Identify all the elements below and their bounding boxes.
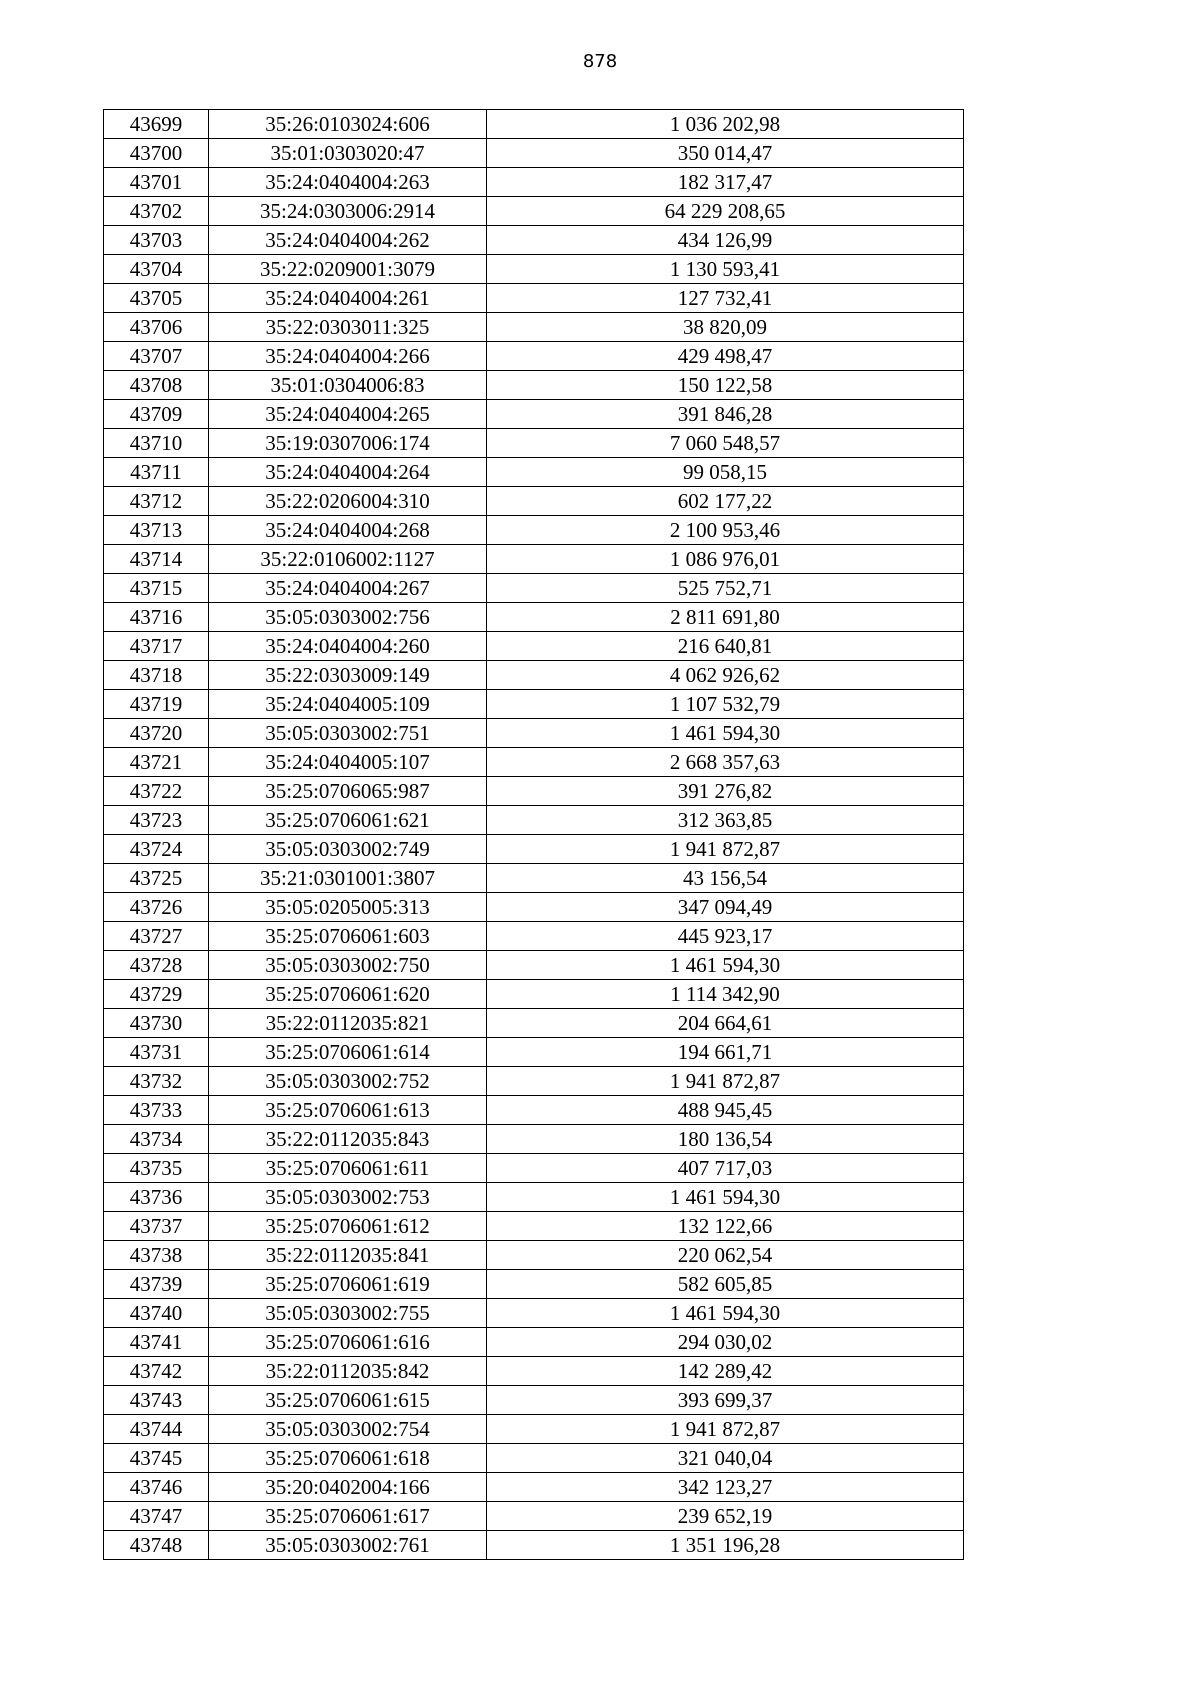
table-row: [104, 1473, 964, 1502]
table-row: [104, 1212, 964, 1241]
value-cell: 1 461 594,30: [487, 951, 964, 980]
row-number-cell: 43714: [104, 545, 209, 574]
row-number-cell: 43733: [104, 1096, 209, 1125]
row-number-cell: 43701: [104, 168, 209, 197]
value-cell: 1 941 872,87: [487, 1067, 964, 1096]
value-cell: 99 058,15: [487, 458, 964, 487]
row-number-cell: 43725: [104, 864, 209, 893]
value-cell: 64 229 208,65: [487, 197, 964, 226]
table-row: [104, 632, 964, 661]
value-cell: 434 126,99: [487, 226, 964, 255]
cadastral-number-cell: 35:24:0404004:268: [209, 516, 487, 545]
value-cell: 150 122,58: [487, 371, 964, 400]
table-row: [104, 1125, 964, 1154]
cadastral-number-cell: 35:22:0303009:149: [209, 661, 487, 690]
row-number-cell: 43724: [104, 835, 209, 864]
value-cell: 180 136,54: [487, 1125, 964, 1154]
value-cell: 2 100 953,46: [487, 516, 964, 545]
cadastral-number-cell: 35:22:0209001:3079: [209, 255, 487, 284]
cadastral-number-cell: 35:05:0303002:753: [209, 1183, 487, 1212]
cadastral-number-cell: 35:05:0303002:755: [209, 1299, 487, 1328]
row-number-cell: 43731: [104, 1038, 209, 1067]
table-row: [104, 139, 964, 168]
cadastral-number-cell: 35:24:0303006:2914: [209, 197, 487, 226]
value-cell: 1 107 532,79: [487, 690, 964, 719]
value-cell: 393 699,37: [487, 1386, 964, 1415]
row-number-cell: 43713: [104, 516, 209, 545]
value-cell: 1 941 872,87: [487, 835, 964, 864]
table-row: [104, 429, 964, 458]
row-number-cell: 43745: [104, 1444, 209, 1473]
value-cell: 7 060 548,57: [487, 429, 964, 458]
row-number-cell: 43737: [104, 1212, 209, 1241]
row-number-cell: 43739: [104, 1270, 209, 1299]
value-cell: 182 317,47: [487, 168, 964, 197]
table-row: [104, 864, 964, 893]
table-row: [104, 806, 964, 835]
row-number-cell: 43723: [104, 806, 209, 835]
table-row: [104, 1502, 964, 1531]
table-row: [104, 1415, 964, 1444]
cadastral-number-cell: 35:22:0112035:842: [209, 1357, 487, 1386]
table-row: [104, 1009, 964, 1038]
table-row: [104, 980, 964, 1009]
value-cell: 239 652,19: [487, 1502, 964, 1531]
table-row: [104, 110, 964, 139]
row-number-cell: 43729: [104, 980, 209, 1009]
value-cell: 142 289,42: [487, 1357, 964, 1386]
row-number-cell: 43717: [104, 632, 209, 661]
row-number-cell: 43716: [104, 603, 209, 632]
table-row: [104, 893, 964, 922]
table-row: [104, 1386, 964, 1415]
cadastral-number-cell: 35:25:0706065:987: [209, 777, 487, 806]
cadastral-number-cell: 35:01:0304006:83: [209, 371, 487, 400]
cadastral-number-cell: 35:25:0706061:619: [209, 1270, 487, 1299]
row-number-cell: 43742: [104, 1357, 209, 1386]
row-number-cell: 43715: [104, 574, 209, 603]
table-row: [104, 458, 964, 487]
cadastral-number-cell: 35:05:0303002:754: [209, 1415, 487, 1444]
value-cell: 4 062 926,62: [487, 661, 964, 690]
table-row: [104, 400, 964, 429]
cadastral-number-cell: 35:19:0307006:174: [209, 429, 487, 458]
cadastral-number-cell: 35:05:0303002:749: [209, 835, 487, 864]
value-cell: 38 820,09: [487, 313, 964, 342]
cadastral-number-cell: 35:25:0706061:614: [209, 1038, 487, 1067]
cadastral-number-cell: 35:24:0404004:260: [209, 632, 487, 661]
table-row: [104, 922, 964, 951]
cadastral-number-cell: 35:24:0404004:265: [209, 400, 487, 429]
row-number-cell: 43748: [104, 1531, 209, 1560]
cadastral-number-cell: 35:25:0706061:616: [209, 1328, 487, 1357]
table-row: [104, 1299, 964, 1328]
data-table: [103, 109, 964, 1560]
table-row: [104, 1154, 964, 1183]
value-cell: 582 605,85: [487, 1270, 964, 1299]
table-row: [104, 284, 964, 313]
row-number-cell: 43728: [104, 951, 209, 980]
table-row: [104, 719, 964, 748]
table-row: [104, 342, 964, 371]
table-row: [104, 197, 964, 226]
row-number-cell: 43706: [104, 313, 209, 342]
value-cell: 132 122,66: [487, 1212, 964, 1241]
table-row: [104, 255, 964, 284]
value-cell: 1 086 976,01: [487, 545, 964, 574]
table-row: [104, 226, 964, 255]
cadastral-number-cell: 35:22:0112035:821: [209, 1009, 487, 1038]
value-cell: 429 498,47: [487, 342, 964, 371]
cadastral-number-cell: 35:25:0706061:611: [209, 1154, 487, 1183]
value-cell: 1 130 593,41: [487, 255, 964, 284]
cadastral-number-cell: 35:01:0303020:47: [209, 139, 487, 168]
value-cell: 204 664,61: [487, 1009, 964, 1038]
cadastral-number-cell: 35:25:0706061:613: [209, 1096, 487, 1125]
value-cell: 1 351 196,28: [487, 1531, 964, 1560]
cadastral-number-cell: 35:20:0402004:166: [209, 1473, 487, 1502]
row-number-cell: 43747: [104, 1502, 209, 1531]
table-row: [104, 1357, 964, 1386]
row-number-cell: 43705: [104, 284, 209, 313]
value-cell: 488 945,45: [487, 1096, 964, 1125]
cadastral-number-cell: 35:05:0303002:752: [209, 1067, 487, 1096]
table-row: [104, 1444, 964, 1473]
cadastral-number-cell: 35:24:0404005:107: [209, 748, 487, 777]
cadastral-number-cell: 35:22:0106002:1127: [209, 545, 487, 574]
row-number-cell: 43722: [104, 777, 209, 806]
row-number-cell: 43732: [104, 1067, 209, 1096]
table-row: [104, 748, 964, 777]
row-number-cell: 43735: [104, 1154, 209, 1183]
row-number-cell: 43743: [104, 1386, 209, 1415]
value-cell: 194 661,71: [487, 1038, 964, 1067]
row-number-cell: 43746: [104, 1473, 209, 1502]
row-number-cell: 43721: [104, 748, 209, 777]
table-row: [104, 545, 964, 574]
cadastral-number-cell: 35:22:0112035:843: [209, 1125, 487, 1154]
value-cell: 2 811 691,80: [487, 603, 964, 632]
table-row: [104, 1038, 964, 1067]
cadastral-number-cell: 35:26:0103024:606: [209, 110, 487, 139]
row-number-cell: 43741: [104, 1328, 209, 1357]
table-row: [104, 661, 964, 690]
table-row: [104, 1183, 964, 1212]
value-cell: 602 177,22: [487, 487, 964, 516]
row-number-cell: 43709: [104, 400, 209, 429]
value-cell: 321 040,04: [487, 1444, 964, 1473]
table-row: [104, 1067, 964, 1096]
row-number-cell: 43699: [104, 110, 209, 139]
cadastral-number-cell: 35:05:0303002:751: [209, 719, 487, 748]
row-number-cell: 43718: [104, 661, 209, 690]
table-row: [104, 371, 964, 400]
cadastral-number-cell: 35:05:0205005:313: [209, 893, 487, 922]
row-number-cell: 43702: [104, 197, 209, 226]
table-row: [104, 1531, 964, 1560]
row-number-cell: 43730: [104, 1009, 209, 1038]
page-number: 878: [582, 51, 618, 72]
row-number-cell: 43727: [104, 922, 209, 951]
value-cell: 1 461 594,30: [487, 1299, 964, 1328]
cadastral-number-cell: 35:25:0706061:615: [209, 1386, 487, 1415]
table-row: [104, 1270, 964, 1299]
row-number-cell: 43738: [104, 1241, 209, 1270]
value-cell: 342 123,27: [487, 1473, 964, 1502]
row-number-cell: 43710: [104, 429, 209, 458]
cadastral-number-cell: 35:24:0404004:261: [209, 284, 487, 313]
row-number-cell: 43720: [104, 719, 209, 748]
row-number-cell: 43712: [104, 487, 209, 516]
value-cell: 1 114 342,90: [487, 980, 964, 1009]
cadastral-number-cell: 35:22:0112035:841: [209, 1241, 487, 1270]
row-number-cell: 43704: [104, 255, 209, 284]
cadastral-number-cell: 35:24:0404004:263: [209, 168, 487, 197]
table-row: [104, 168, 964, 197]
value-cell: 294 030,02: [487, 1328, 964, 1357]
table-row: [104, 1328, 964, 1357]
row-number-cell: 43719: [104, 690, 209, 719]
value-cell: 445 923,17: [487, 922, 964, 951]
value-cell: 347 094,49: [487, 893, 964, 922]
cadastral-number-cell: 35:05:0303002:756: [209, 603, 487, 632]
table-body: [104, 110, 964, 1560]
row-number-cell: 43708: [104, 371, 209, 400]
table-row: [104, 1241, 964, 1270]
table-row: [104, 574, 964, 603]
table-row: [104, 951, 964, 980]
row-number-cell: 43736: [104, 1183, 209, 1212]
table-row: [104, 487, 964, 516]
cadastral-number-cell: 35:25:0706061:603: [209, 922, 487, 951]
value-cell: 1 941 872,87: [487, 1415, 964, 1444]
cadastral-number-cell: 35:22:0206004:310: [209, 487, 487, 516]
table-row: [104, 690, 964, 719]
row-number-cell: 43734: [104, 1125, 209, 1154]
cadastral-number-cell: 35:24:0404005:109: [209, 690, 487, 719]
table-row: [104, 603, 964, 632]
value-cell: 220 062,54: [487, 1241, 964, 1270]
table-row: [104, 313, 964, 342]
cadastral-number-cell: 35:25:0706061:618: [209, 1444, 487, 1473]
table-row: [104, 1096, 964, 1125]
cadastral-number-cell: 35:24:0404004:264: [209, 458, 487, 487]
value-cell: 1 036 202,98: [487, 110, 964, 139]
row-number-cell: 43703: [104, 226, 209, 255]
value-cell: 1 461 594,30: [487, 719, 964, 748]
value-cell: 1 461 594,30: [487, 1183, 964, 1212]
cadastral-number-cell: 35:25:0706061:620: [209, 980, 487, 1009]
cadastral-number-cell: 35:24:0404004:262: [209, 226, 487, 255]
row-number-cell: 43700: [104, 139, 209, 168]
value-cell: 391 276,82: [487, 777, 964, 806]
row-number-cell: 43744: [104, 1415, 209, 1444]
cadastral-number-cell: 35:24:0404004:267: [209, 574, 487, 603]
row-number-cell: 43726: [104, 893, 209, 922]
value-cell: 2 668 357,63: [487, 748, 964, 777]
value-cell: 312 363,85: [487, 806, 964, 835]
row-number-cell: 43711: [104, 458, 209, 487]
cadastral-number-cell: 35:25:0706061:621: [209, 806, 487, 835]
cadastral-number-cell: 35:05:0303002:750: [209, 951, 487, 980]
value-cell: 127 732,41: [487, 284, 964, 313]
cadastral-number-cell: 35:24:0404004:266: [209, 342, 487, 371]
cadastral-number-cell: 35:25:0706061:612: [209, 1212, 487, 1241]
table-row: [104, 516, 964, 545]
cadastral-number-cell: 35:21:0301001:3807: [209, 864, 487, 893]
cadastral-number-cell: 35:25:0706061:617: [209, 1502, 487, 1531]
row-number-cell: 43740: [104, 1299, 209, 1328]
value-cell: 407 717,03: [487, 1154, 964, 1183]
value-cell: 350 014,47: [487, 139, 964, 168]
cadastral-number-cell: 35:05:0303002:761: [209, 1531, 487, 1560]
value-cell: 43 156,54: [487, 864, 964, 893]
value-cell: 391 846,28: [487, 400, 964, 429]
row-number-cell: 43707: [104, 342, 209, 371]
table-row: [104, 835, 964, 864]
table-row: [104, 777, 964, 806]
cadastral-number-cell: 35:22:0303011:325: [209, 313, 487, 342]
value-cell: 216 640,81: [487, 632, 964, 661]
value-cell: 525 752,71: [487, 574, 964, 603]
